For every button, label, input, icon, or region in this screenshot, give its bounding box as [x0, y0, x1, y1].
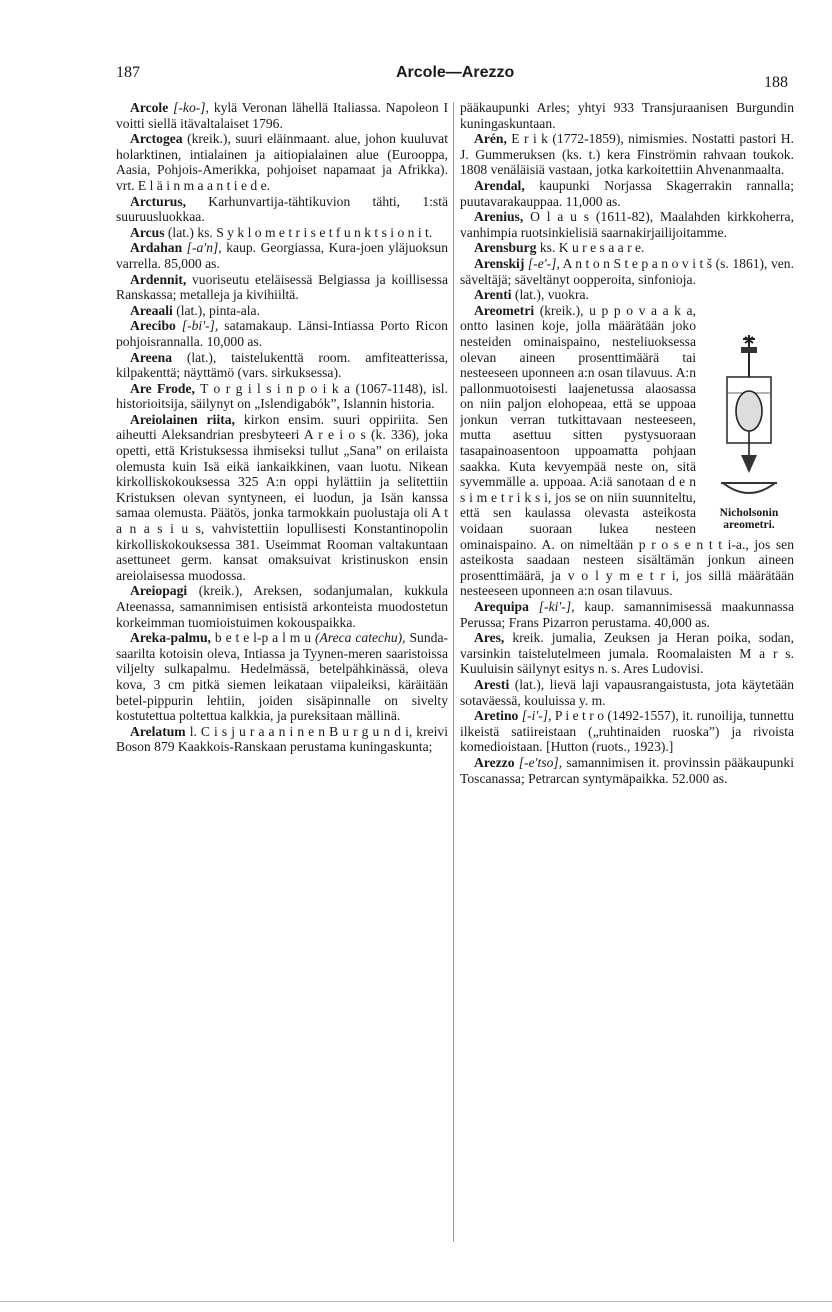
entry-arctogea: Arctogea (kreik.), suuri eläinmaant. alue, johon kuuluvat holarktinen, intialainen ja aitiopialainen alue (Eurooppa, Aasia, Pohjois-Amerikka, pohjoiset napamaat ja Afrikka). vrt. E l ä i n m a a n t i e d e. — [116, 131, 448, 193]
entry-areaali: Areaali (lat.), pinta-ala. — [130, 302, 260, 318]
nicholson-areometer-illustration — [719, 333, 779, 503]
entry-ares: Ares, kreik. jumalia, Zeuksen ja Heran poika, sodan, varsinkin taistelutelmeen jumala. Roomalaisten M a r s. Kuuluisin säilynyt esitys n. s. Ares Ludovisi. — [460, 630, 794, 677]
running-title: Arcole—Arezzo — [396, 64, 515, 81]
entry-are-frode: Are Frode, T o r g i l s i n p o i k a (1067-1148), isl. historioitsija, säilynyt on „Islendigabók”, Islannin historia. — [116, 380, 448, 412]
entry-arelatum-continued: pääkaupunki Arles; yhtyi 933 Transjuraanisen Burgundin kuningaskuntaan. — [460, 100, 794, 131]
entry-aren: Arén, E r i k (1772-1859), nimismies. Nostatti pastori H. J. Gummeruksen (ks. t.) kera Finströmin rahvaan toukok. 1808 venäläisiä vastaan, jotka karkoitettiin Ahvenanmaalta. — [460, 131, 794, 178]
entry-arcole: Arcole [-ko-], kylä Veronan lähellä Italiassa. Napoleon I voitti siellä itävaltalaiset 1796. — [116, 100, 448, 131]
entry-arcturus: Arcturus, Karhunvartija-tähtikuvion tähti, 1:stä suuruusluokkaa. — [116, 193, 449, 225]
column-divider — [453, 102, 454, 1242]
entry-aretino: Aretino [-i'-], P i e t r o (1492-1557), it. runoilija, tunnettu ilkeistä satiireistaan („ruhtinaiden ruoska”) ja rivoista komedioistaan. [Hutton (ruots., 1923).] — [460, 708, 795, 755]
entry-areiopagi: Areiopagi (kreik.), Areksen, sodanjumalan, kukkula Ateenassa, samannimisen entisistä arkonteista muodostetun korkeimman tuomioistuimen kokouspaikka. — [116, 583, 448, 630]
entry-areiolainen-riita: Areiolainen riita, kirkon ensim. suuri oppiriita. Sen aiheutti Aleksandrian presbyteeri A r e i o s (k. 336), joka opetti, että Kristuksessa ihmiseksi tullut „Sana” on erilaista olemusta kuin Isä eikä iankaikkinen, vaan luotu. Nikean kirkolliskokouksessa 325 A:n oppi hylättiin ja selitettiin Kristuksen olevan syntyneen, ei luodun, ja Isän kanssa samaa olemusta. Päätös, jonka tarmokkain puolustaja oli A t a n a s i u s, vahvistettiin lopullisesti Konstantinopolin kirkolliskokouksessa 381. Useimmat Rooman valtakuntaan asettuneet germ. kansat omaksuivat kristinuskon ensin areiolaisessa muodossa. — [116, 411, 448, 583]
right-column — [460, 100, 794, 786]
page-number-left: 187 — [116, 64, 140, 81]
left-column — [116, 100, 448, 755]
entry-arenti: Arenti (lat.), vuokra. — [474, 287, 589, 303]
page-number-right: 188 — [764, 74, 788, 91]
entry-ardennit: Ardennit, vuoriseutu eteläisessä Belgiassa ja koillisessa Ranskassa; metalleja ja kivihiiltä. — [116, 271, 448, 303]
figure-caption: Nicholsonin areometri. — [719, 505, 779, 531]
entry-arelatum: Arelatum l. C i s j u r a a n i n e n B u r g u n d i, kreivi Boson 879 Kaakkois-Ranskaan perustama kuningaskunta; — [116, 723, 448, 755]
entry-areena: Areena (lat.), taistelukenttä room. amfiteatterissa, kilpakenttä; näyttämö (vars. sirkuksessa). — [116, 349, 448, 381]
entry-areometri: Nicholsonin areometri. Areometri (kreik.), u p p o v a a k a, ontto lasinen koje, jolla määrätään joko nesteiden ominaispaino, nesteliuoksessa olevan aineen prosenttimäärä tai nesteeseen uponneen a:n osan tilavuus. A:n pallonmuotoisesti laajenetussa alaosassa on niin paljon elohopeaa, että se uppoaa jonkun verran tutkittavaan nesteeseen, mutta asettuu sitten pystysuoraan tasapainoasentoon uppoamatta pohjaan saakka. Kuta kevyempää neste on, sitä syvemmälle a. uppoaa. A:iä sanotaan d e n s i m e t r i k s i, jos se on niin suunniteltu, että sen kaulassa olevasta asteikosta voidaan suoraan lukea nesteen ominaispaino. A. on nimeltään p r o s e n t t i-a., jos sen asteikosta saadaan nesteen sisältämän jonkun aineen prosenttimäärä, ja v o l y m e t r i, jos sillä määrätään nesteeseen uponneen a:n osan tilavuus. — [460, 302, 794, 599]
entry-arecibo: Arecibo [-bi'-], satamakaup. Länsi-Intiassa Porto Ricon pohjoisrannalla. 10,000 as. — [116, 318, 448, 349]
areometer-figure — [704, 333, 794, 531]
entry-arendal: Arendal, kaupunki Norjassa Skagerrakin rannalla; puutavarakauppaa. 11,000 as. — [460, 177, 794, 209]
entry-arequipa: Arequipa [-ki'-], kaup. samannimisessä maakunnassa Perussa; Frans Pizarron perustama. 40,000 as. — [460, 599, 794, 630]
entry-areka-palmu: Areka-palmu, b e t e l-p a l m u (Areca catechu), Sunda-saarilta kotoisin oleva, Intiassa ja Tyynen-meren saaristoissa viljelty sulkapalmu. Hedelmässä, betelpähkinässä, oleva kova, 3 cm pitkä siemen leikataan viipaleiksi, käräitään betel-pippurin lehtiin, joiden sisäpinnalle on sivelty kostutettua poltettua kalkkia, ja pureksitaan mällinä. — [116, 630, 449, 724]
page-bottom-edge — [0, 1301, 832, 1302]
entry-ardahan: Ardahan [-a'n], kaup. Georgiassa, Kura-joen yläjuoksun varrella. 85,000 as. — [116, 240, 448, 271]
entry-arensburg: Arensburg ks. K u r e s a a r e. — [474, 240, 645, 256]
entry-arcus: Arcus (lat.) ks. S y k l o m e t r i s e t f u n k t s i o n i t. — [130, 224, 433, 240]
entry-arenskij: Arenskij [-e'-], A n t o n S t e p a n o v i t š (s. 1861), ven. säveltäjä; säveltänyt oopperoita, sinfonioja. — [460, 255, 795, 287]
entry-arenius: Arenius, O l a u s (1611-82), Maalahden kirkkoherra, vanhimpia ruotsinkielisiä saarnakirjailijoitamme. — [460, 209, 794, 240]
entry-arezzo: Arezzo [-e'tso], samannimisen it. provinssin pääkaupunki Toscanassa; Petrarcan syntymäpaikka. 52.000 as. — [460, 754, 794, 786]
entry-aresti: Aresti (lat.), lievä laji vapausrangaistusta, jota käytetään sotaväessä, kouluissa y. m. — [460, 676, 794, 708]
